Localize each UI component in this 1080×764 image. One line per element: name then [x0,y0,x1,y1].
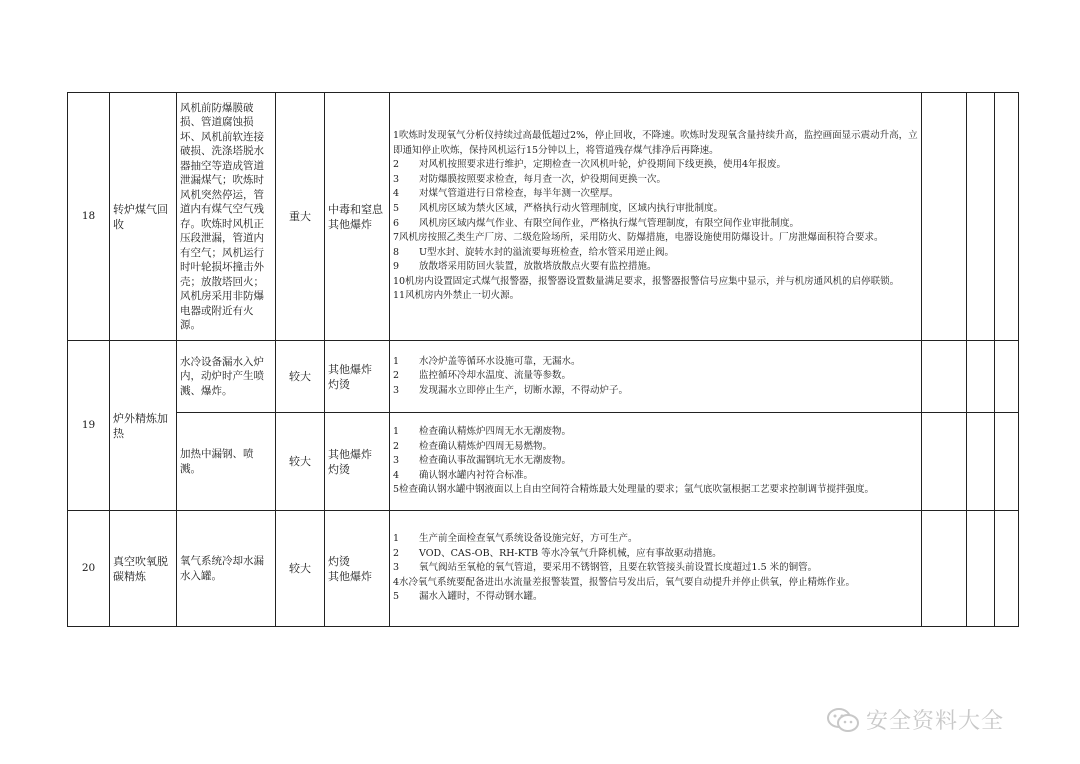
process-name: 真空吹氧脱碳精炼 [110,511,177,627]
risk-assessment-table [67,92,1019,627]
measure-item [393,369,918,384]
measure-text: 检查确认精炼炉四周无易燃物。 [419,440,553,452]
measure-item [393,158,918,173]
process-name: 炉外精炼加热 [110,341,177,511]
blank-cell-a [922,511,967,627]
blank-cell-b [967,93,995,341]
measure-text: 风机房按照乙类生产厂房、二级危险场所，采用防火、防爆措施，电器设施使用防爆设计。厂房泄爆面积符合要求。 [399,232,884,244]
measure-number: 4 [393,188,400,200]
measure-text: 水冷炉盖等循环水设施可靠，无漏水。 [419,355,581,367]
row-number: 18 [68,93,110,341]
measure-item [393,561,918,576]
hazard-description: 加热中漏钢、喷溅。 [177,413,276,511]
row-number: 19 [68,341,110,511]
process-name: 转炉煤气回收 [110,93,177,341]
measure-item [393,384,918,399]
risk-level: 较大 [276,413,325,511]
measure-text: 吹炼时发现氧气分析仪持续过高最低超过2%，停止回收，不降速。吹炼时发现氧含量持续升高，监控画面显示震动升高，立即通知停止吹炼，保持风机运行15分钟以上，将管道残存煤气排净后再降速。 [393,129,918,156]
measure-item [393,532,918,547]
hazard-description: 氧气系统冷却水漏水入罐。 [177,511,276,627]
measure-item [393,202,918,217]
measure-number: 4 [393,469,400,481]
measure-number: 4 [393,576,400,588]
measure-text: 检查确认精炼炉四周无水无潮废物。 [419,426,572,438]
measure-number: 5 [393,202,400,214]
measure-number: 7 [393,232,400,244]
measure-number: 9 [393,261,400,273]
measure-text: 对防爆膜按照要求检查，每月查一次，炉役期间更换一次。 [419,173,667,185]
measure-text: VOD、CAS-OB、RH-KTB 等水冷氧气升降机械，应有事故驱动措施。 [419,547,722,559]
measure-text: 监控循环冷却水温度、流量等参数。 [419,370,572,382]
measure-item [393,129,918,158]
measures-cell [390,93,922,341]
measures-cell [390,341,922,413]
measure-item [393,469,918,484]
blank-cell-a [922,413,967,511]
measure-number: 1 [393,355,400,367]
table-row [68,511,1019,627]
wechat-icon [826,707,860,733]
blank-cell-a [922,93,967,341]
measure-item [393,483,918,498]
blank-cell-c [995,341,1019,413]
blank-cell-a [922,341,967,413]
measure-text: 漏水入罐时，不得动钢水罐。 [419,591,543,603]
measure-number: 8 [393,246,400,258]
measure-item [393,576,918,591]
measure-text: 水冷氧气系统要配备进出水流量差报警装置，报警信号发出后，氧气要自动提升并停止供氧，停止精炼作业。 [399,576,856,588]
measure-number: 3 [393,562,400,574]
measure-text: 对煤气管道进行日常检查，每半年测一次壁厚。 [419,188,619,200]
measure-item [393,454,918,469]
measure-number: 1 [393,533,400,545]
row-number: 20 [68,511,110,627]
table-row [68,413,1019,511]
measure-item [393,275,918,290]
measure-text: 生产前全面检查氧气系统设备设施完好，方可生产。 [419,533,638,545]
risk-level: 较大 [276,341,325,413]
accident-type: 灼烫 其他爆炸 [325,511,390,627]
measure-number: 6 [393,217,400,229]
measure-item [393,246,918,261]
measure-text: 放散塔采用防回火装置，放散塔放散点火要有监控措施。 [419,261,657,273]
measure-number: 3 [393,384,400,396]
risk-level: 较大 [276,511,325,627]
measure-number: 11 [393,290,406,302]
watermark-text: 安全资料大全 [866,709,1005,734]
measure-text: 风机房区域为禁火区域，严格执行动火管理制度，区域内执行审批制度。 [419,202,724,214]
measure-number: 3 [393,173,400,185]
measure-item [393,440,918,455]
measure-text: 检查确认事故漏钢坑无水无潮废物。 [419,455,572,467]
measure-item [393,231,918,246]
blank-cell-b [967,341,995,413]
measure-number: 2 [393,159,400,171]
measure-number: 5 [393,484,400,496]
measure-item [393,590,918,605]
accident-type: 中毒和窒息 其他爆炸 [325,93,390,341]
measure-number: 10 [393,275,406,287]
measure-item [393,289,918,304]
measure-item [393,425,918,440]
measures-cell [390,413,922,511]
risk-level: 重大 [276,93,325,341]
measure-text: 风机房内外禁止一切火源。 [405,290,520,302]
measure-item [393,260,918,275]
measure-number: 2 [393,547,400,559]
table-body [68,93,1019,627]
measure-number: 2 [393,370,400,382]
blank-cell-b [967,413,995,511]
blank-cell-c [995,413,1019,511]
hazard-description: 风机前防爆膜破损、管道腐蚀损坏、风机前软连接破损、洗涤塔脱水器抽空等造成管道泄漏煤气；吹炼时风机突然停运，管道内有煤气空气残存。吹炼时风机正压段泄漏，管道内有空气；风机运行时叶轮损坏撞击外壳；放散塔回火；风机房采用非防爆电器或附近有火源。 [177,93,276,341]
watermark [826,704,1004,735]
measure-number: 1 [393,426,400,438]
accident-type: 其他爆炸 灼烫 [325,413,390,511]
measure-number: 3 [393,455,400,467]
measure-text: 确认钢水罐内衬符合标准。 [419,469,534,481]
blank-cell-b [967,511,995,627]
measure-number: 1 [393,129,400,141]
accident-type: 其他爆炸 灼烫 [325,341,390,413]
measure-text: 机房内设置固定式煤气报警器，报警器设置数量满足要求，报警器报警信号应集中显示，并与机房通风机的启停联锁。 [405,275,900,287]
measure-item [393,355,918,370]
measure-number: 5 [393,591,400,603]
blank-cell-c [995,511,1019,627]
table-row [68,93,1019,341]
measure-item [393,217,918,232]
measure-text: 对风机按照要求进行维护，定期检查一次风机叶轮，炉役期间下线更换，使用4年报废。 [419,159,787,171]
blank-cell-c [995,93,1019,341]
measure-item [393,547,918,562]
measure-item [393,173,918,188]
table-row [68,341,1019,413]
measure-text: 风机房区域内煤气作业、有限空间作业，严格执行煤气管理制度，有限空间作业审批制度。 [419,217,800,229]
measure-text: 检查确认钢水罐中钢液面以上自由空间符合精炼最大处理量的要求；氩气底吹氩根据工艺要求控制调节搅拌强度。 [399,484,875,496]
measure-text: 氧气阀站至氧枪的氧气管道，要采用不锈钢管，且要在软管接头前设置长度超过1.5 米的铜管。 [419,562,818,574]
measure-number: 2 [393,440,400,452]
measure-text: U型水封、旋转水封的溢流要每班检查，给水管采用逆止阀。 [419,246,675,258]
measure-text: 发现漏水立即停止生产，切断水源，不得动炉子。 [419,384,629,396]
hazard-description: 水冷设备漏水入炉内，动炉时产生喷溅、爆炸。 [177,341,276,413]
measures-cell [390,511,922,627]
measure-item [393,187,918,202]
